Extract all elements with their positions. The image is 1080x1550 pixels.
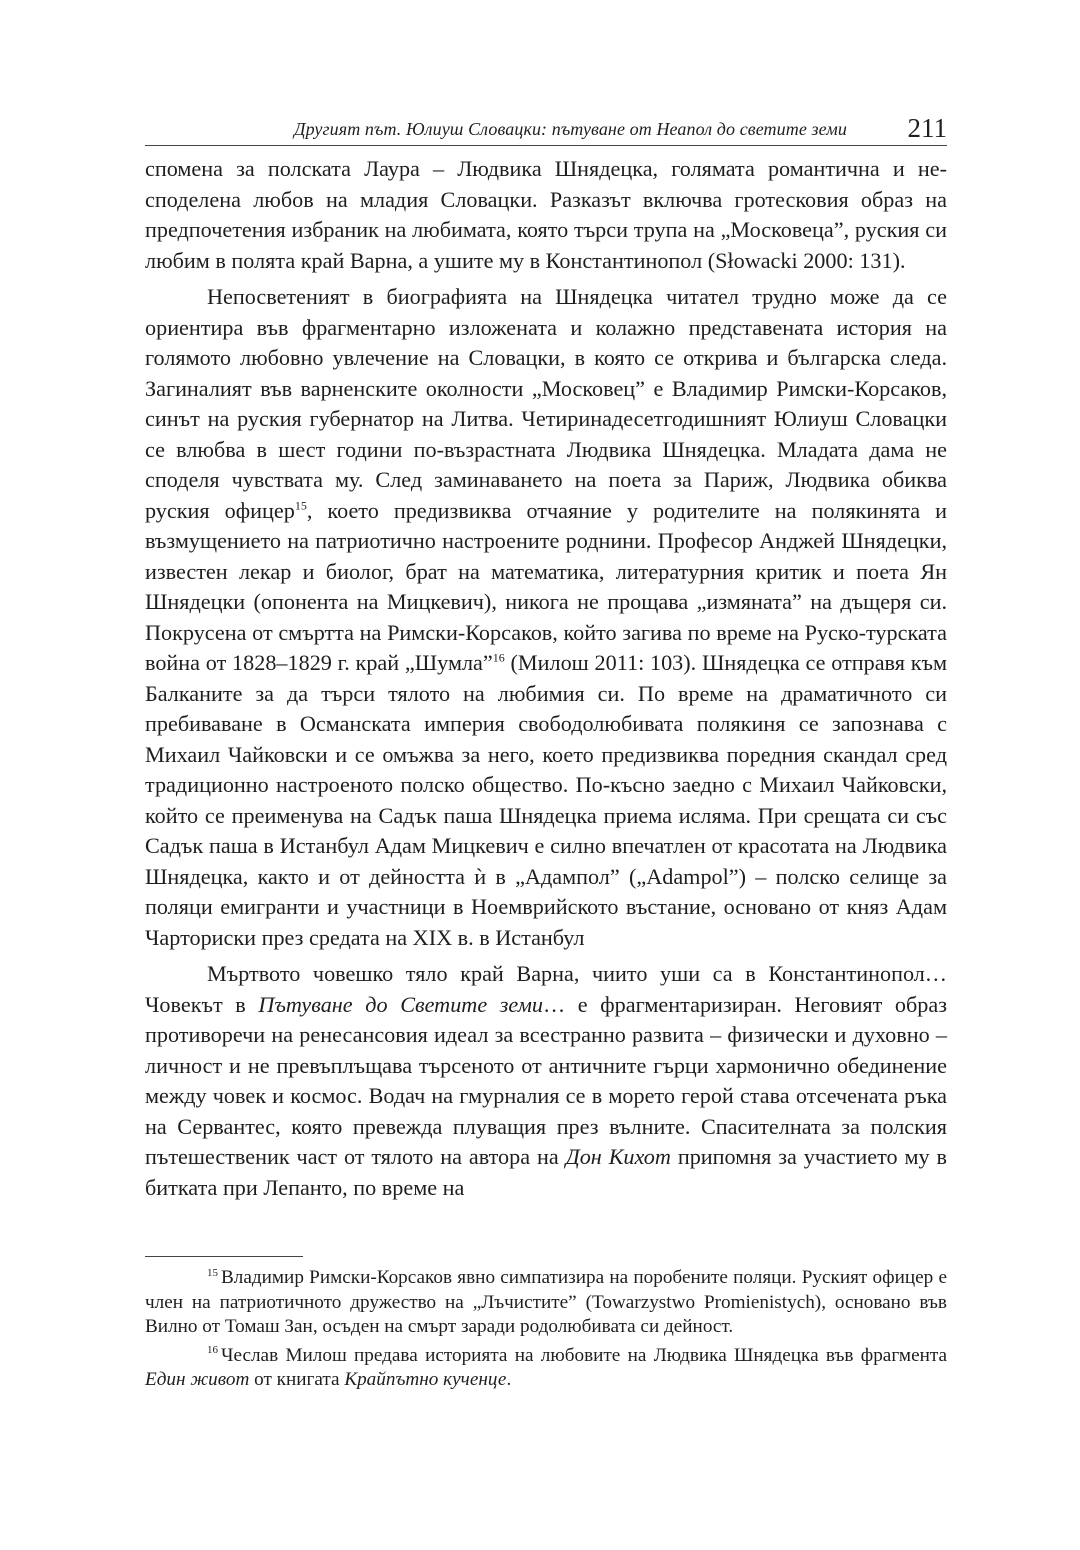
footnote-divider bbox=[145, 1256, 303, 1257]
footnote-16-text-b: от книгата bbox=[249, 1369, 345, 1390]
paragraph-3-text-a: Мъртвото човешко тяло край Варна, чиито уши са в Константинопол… Човекът в bbox=[145, 961, 947, 1017]
footnote-15 bbox=[145, 1266, 947, 1340]
footnote-ref-16[interactable]: 16 bbox=[492, 650, 505, 665]
footnote-15-mark: 15 bbox=[207, 1266, 218, 1279]
paragraph-2-text-a: Непосветеният в биографията на Шнядецка читател трудно може да се ориентира във фрагментарно изложената и колажно представената история на голямото любовно увлечение на Словацки, в която се открива и българска следа. Загиналият във варненските околности „Московец” е Владимир Римски-Корсаков, синът на руския губернатор на Литва. Четиринадесетгодишният Юлиуш Словацки се влюбва в шест години по-възрастната Людвика Шнядецка. Младата дама не споделя чувствата му. След заминаването на поета за Париж, Людвика обиква руския офицер bbox=[145, 284, 947, 523]
footnote-16 bbox=[145, 1344, 947, 1393]
footnote-16-text-a: Чеслав Милош предава историята на любовите на Людвика Шнядецка във фрагмента bbox=[221, 1344, 947, 1366]
book-title-roadside-puppy: Крайпътно кученце bbox=[344, 1369, 507, 1390]
footnote-15-text: Владимир Римски-Корсаков явно симпатизира на поробените поляци. Руският офицер е член на патриотичното дружество на „Лъчистите” (Towarzystwo Promienistych), основано във Вилно от Томаш Зан, осъден на смърт заради родолюбивата си дейност. bbox=[145, 1267, 947, 1337]
footnotes bbox=[145, 1266, 947, 1393]
book-title-don-quixote: Дон Кихот bbox=[565, 1144, 671, 1169]
paragraph-2-text-b: , което предизвиква отчаяние у родителите на полякинята и възмущението на патриотично настроените роднини. Професор Анджей Шнядецки, известен лекар и биолог, брат на математика, литературния критик и поета Ян Шнядецки (опонента на Мицкевич), никога не прощава „измяната” на дъщеря си. Покрусена от смъртта на Римски-Корсаков, който загива по време на Руско-турската война от 1828–1829 г. край „Шумла” bbox=[145, 497, 948, 675]
footnote-16-text-c: . bbox=[506, 1369, 512, 1390]
paragraph-1-text: спомена за полската Лаура – Людвика Шнядецка, голямата романтична и несподелена любов на младия Словацки. Разказът включва гротесковия образ на предпочетения избраник на любимата, която търси трупа на „Московеца”, руския си любим в полята край Варна, а ушите му в Константинопол (Słowacki 2000: 131). bbox=[145, 156, 947, 273]
paragraph-3-text-b: … е фрагментаризиран. Неговият образ противоречи на ренесансовия идеал за всестранно развита – физически и духовно – личност и не превъплъщава търсеното от античните гърци хармонично обединение между човек и космос. Водач на гмурналия се в морето герой става отсечената ръка на Сервантес, която превежда плуващия през вълните. Спасителната за полския пътешественик част от тялото на автора на bbox=[145, 991, 947, 1169]
paragraph-3 bbox=[145, 959, 947, 1203]
book-title-one-life: Един живот bbox=[145, 1369, 250, 1390]
footnote-16-mark: 16 bbox=[207, 1344, 218, 1357]
paragraph-3-text-c: припомня за участието му в битката при Лепанто, по време на bbox=[145, 1144, 947, 1200]
book-title-travel: Пътуване до Светите земи bbox=[258, 991, 543, 1017]
paragraph-2 bbox=[145, 282, 947, 953]
paragraph-1 bbox=[145, 154, 947, 276]
running-header bbox=[145, 113, 947, 146]
main-text bbox=[145, 154, 947, 1203]
page-number: 211 bbox=[907, 113, 947, 143]
running-title: Другият път. Юлиуш Словацки: пътуване от Неапол до светите земи bbox=[294, 119, 847, 139]
paragraph-2-text-c: (Милош 2011: 103). Шнядецка се отправя към Балканите за да търси тялото на любимия си. По време на драматичното си пребиваване в Османската империя свободолюбивата полякиня се запознава с Михаил Чайковски и се омъжва за него, което предизвиква поредния скандал сред традиционно настроеното полско общество. По-късно заедно с Михаил Чайковски, който се преименува на Садък паша Шнядецка приема исляма. При срещата си със Садък паша в Истанбул Адам Мицкевич е силно впечатлен от красотата на Людвика Шнядецка, както и от дейността ѝ в „Адампол” („Adampol”) – полско селище за поляци емигранти и участници в Ноемврийското въстание, основано от княз Адам Чарториски през средата на XIX в. в Истанбул bbox=[145, 650, 947, 950]
footnote-ref-15[interactable]: 15 bbox=[294, 498, 307, 513]
